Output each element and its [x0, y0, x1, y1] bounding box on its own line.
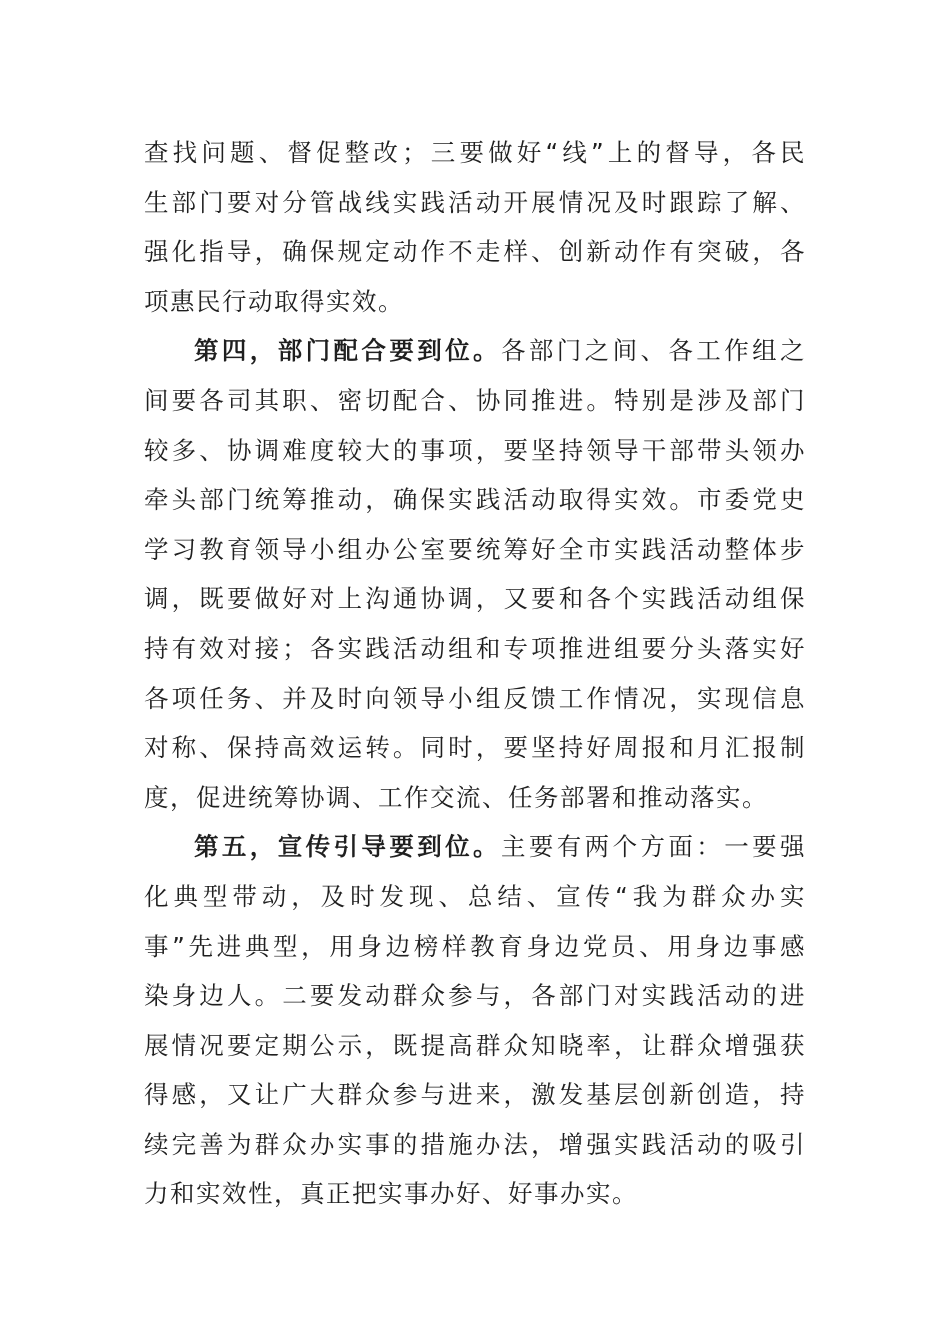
text-line: 强化指导，确保规定动作不走样、创新动作有突破，各: [144, 237, 806, 267]
text-line: 续完善为群众办实事的措施办法，增强实践活动的吸引: [144, 1129, 806, 1159]
paragraph-text: 主要有两个方面：一要强: [500, 832, 806, 862]
text-line: 牵头部门统筹推动，确保实践活动取得实效。市委党史: [144, 485, 806, 515]
text-line: 学习教育领导小组办公室要统筹好全市实践活动整体步: [144, 534, 806, 564]
paragraph-heading: 第四，部门配合要到位。: [194, 336, 501, 366]
text-line: 度，促进统筹协调、工作交流、任务部署和推动落实。: [144, 782, 768, 812]
text-line: 各项任务、并及时向领导小组反馈工作情况，实现信息: [144, 683, 806, 713]
text-line: 得感，又让广大群众参与进来，激发基层创新创造，持: [144, 1080, 806, 1110]
text-line: 事”先进典型，用身边榜样教育身边党员、用身边事感: [144, 931, 806, 961]
paragraph-text: 各部门之间、各工作组之: [500, 336, 806, 366]
text-line: 力和实效性，真正把实事办好、好事办实。: [144, 1179, 638, 1209]
text-line: 展情况要定期公示，既提高群众知晓率，让群众增强获: [144, 1030, 806, 1060]
paragraph-5: [144, 822, 806, 1219]
document-body: [144, 128, 806, 1219]
paragraph-3-tail: [144, 128, 806, 326]
text-line: 调，既要做好对上沟通协调，又要和各个实践活动组保: [144, 584, 806, 614]
text-line: 间要各司其职、密切配合、协同推进。特别是涉及部门: [144, 385, 806, 415]
text-line: 持有效对接；各实践活动组和专项推进组要分头落实好: [144, 633, 806, 663]
text-line: 较多、协调难度较大的事项，要坚持领导干部带头领办: [144, 435, 806, 465]
text-line: 查找问题、督促整改；三要做好“线”上的督导，各民: [144, 138, 806, 167]
text-line: 化典型带动，及时发现、总结、宣传“我为群众办实: [144, 881, 806, 911]
paragraph-4: [144, 326, 806, 822]
paragraph-first-line: [144, 822, 806, 872]
text-line: 项惠民行动取得实效。: [144, 286, 404, 316]
text-line: 对称、保持高效运转。同时，要坚持好周报和月汇报制: [144, 733, 806, 763]
text-line: 染身边人。二要发动群众参与，各部门对实践活动的进: [144, 981, 806, 1011]
paragraph-heading: 第五，宣传引导要到位。: [194, 832, 501, 862]
paragraph-first-line: [144, 326, 806, 376]
text-line: 生部门要对分管战线实践活动开展情况及时跟踪了解、: [144, 187, 806, 217]
